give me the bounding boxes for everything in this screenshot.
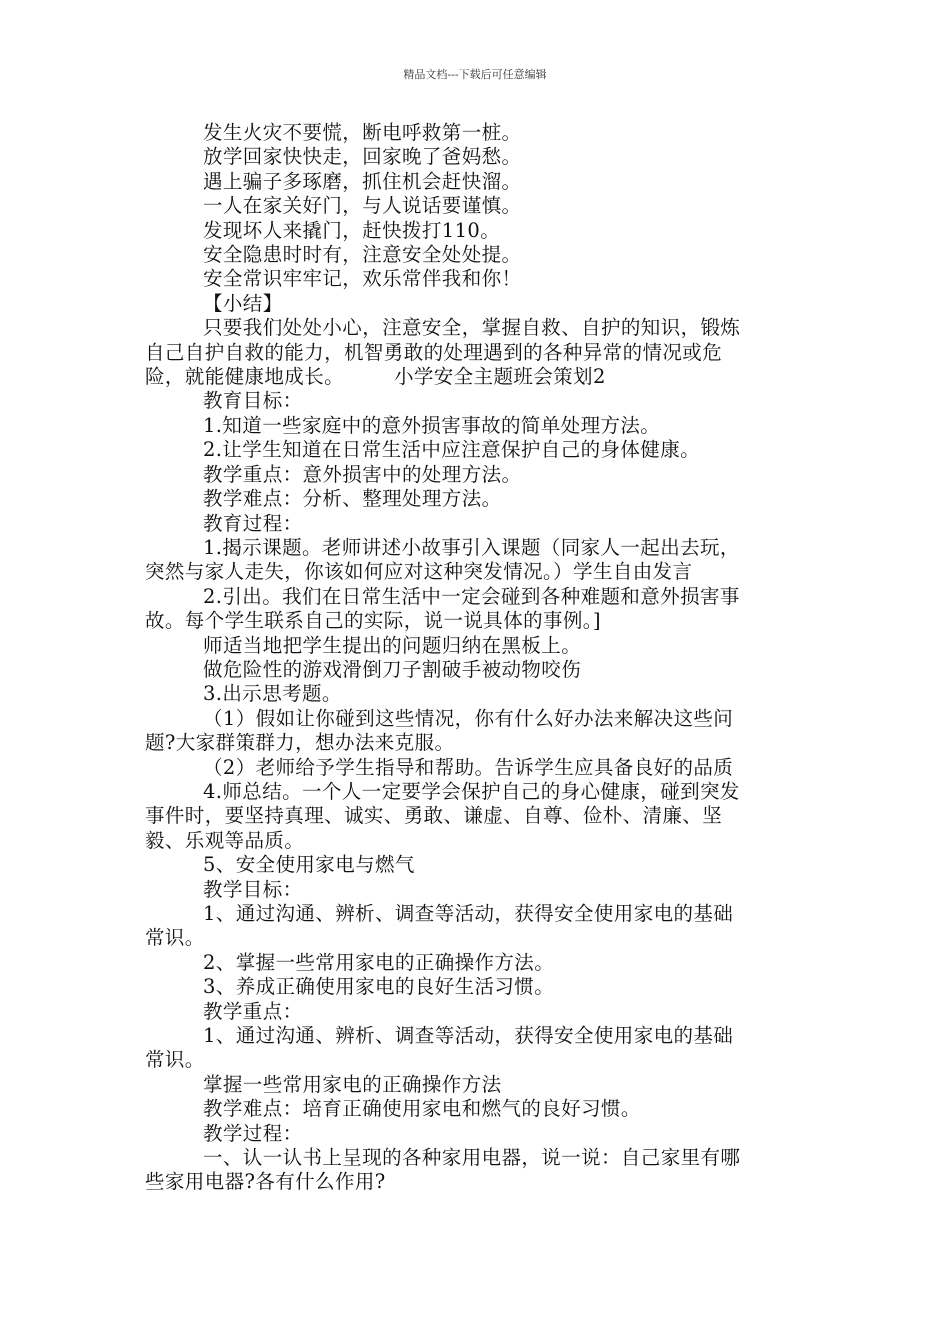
text-line: 一、认一认书上呈现的各种家用电器，说一说：自己家里有哪 [203,1146,741,1170]
text-line: 3.出示思考题。 [203,682,342,706]
text-line: 教学重点： [203,999,303,1023]
document-body [145,121,810,1195]
text-line: 教学难点：培育正确使用家电和燃气的良好习惯。 [203,1097,641,1121]
text-line: 安全常识牢牢记，欢乐常伴我和你！ [203,267,522,291]
text-line: 做危险性的游戏滑倒刀子割破手被动物咬伤 [203,657,582,681]
text-line: 常识。 [145,1048,205,1072]
text-line: 突然与家人走失，你该如何应对这种突发情况。）学生自由发言 [145,560,693,584]
text-line: 题?大家群策群力，想办法来克服。 [145,731,455,755]
text-line: 自己自护自救的能力，机智勇敢的处理遇到的各种异常的情况或危 [145,340,723,364]
text-line: 只要我们处处小心，注意安全，掌握自救、自护的知识，锻炼 [203,316,741,340]
text-line: 教学目标： [203,877,303,901]
text-line: 1、通过沟通、辨析、调查等活动，获得安全使用家电的基础 [203,902,734,925]
text-line: 师适当地把学生提出的问题归纳在黑板上。 [203,633,582,657]
text-line: 1.知道一些家庭中的意外损害事故的简单处理方法。 [203,413,661,437]
text-line: 1.揭示课题。老师讲述小故事引入课题（同家人一起出去玩， [203,535,740,559]
text-line: 掌握一些常用家电的正确操作方法 [203,1072,502,1096]
text-line: 4.师总结。一个人一定要学会保护自己的身心健康，碰到突发 [203,779,740,803]
text-line: 些家用电器?各有什么作用? [145,1170,386,1194]
text-line: 2.引出。我们在日常生活中一定会碰到各种难题和意外损害事 [203,584,740,608]
text-line: 1、通过沟通、辨析、调查等活动，获得安全使用家电的基础 [203,1024,734,1048]
text-line: 教育过程： [203,511,303,535]
text-line: 常识。 [145,926,205,950]
text-line: 教育目标： [203,389,303,413]
text-line: 毅、乐观等品质。 [145,828,305,852]
text-line: 发生火灾不要慌，断电呼救第一桩。 [203,121,522,144]
text-line: 教学过程： [203,1121,303,1145]
text-line: （1）假如让你碰到这些情况，你有什么好办法来解决这些问 [203,706,734,730]
text-line: 一人在家关好门，与人说话要谨慎。 [203,194,522,218]
section-heading: 5、安全使用家电与燃气 [203,853,415,877]
text-line: 发现坏人来撬门，赶快拨打110。 [203,218,501,242]
page-header: 精品文档---下载后可任意编辑 [403,68,547,81]
text-line: 安全隐患时时有，注意安全处处提。 [203,243,522,267]
text-line: 故。每个学生联系自己的实际，说一说具体的事例。] [145,609,601,633]
text-line: 险，就能健康地成长。 小学安全主题班会策划2 [145,365,606,389]
text-line: 2、掌握一些常用家电的正确操作方法。 [203,950,555,974]
text-line: 教学重点：意外损害中的处理方法。 [203,462,522,486]
text-line: 事件时，要坚持真理、诚实、勇敢、谦虚、自尊、俭朴、清廉、坚 [145,804,723,828]
section-heading: 【小结】 [203,291,283,315]
text-line: 2.让学生知道在日常生活中应注意保护自己的身体健康。 [203,438,701,462]
text-line: 遇上骗子多琢磨，抓住机会赶快溜。 [203,169,522,193]
text-line: 3、养成正确使用家电的良好生活习惯。 [203,975,555,999]
text-line: 放学回家快快走，回家晚了爸妈愁。 [203,145,522,169]
text-line: 教学难点：分析、整理处理方法。 [203,487,502,511]
text-line: （2）老师给予学生指导和帮助。告诉学生应具备良好的品质 [203,755,734,779]
